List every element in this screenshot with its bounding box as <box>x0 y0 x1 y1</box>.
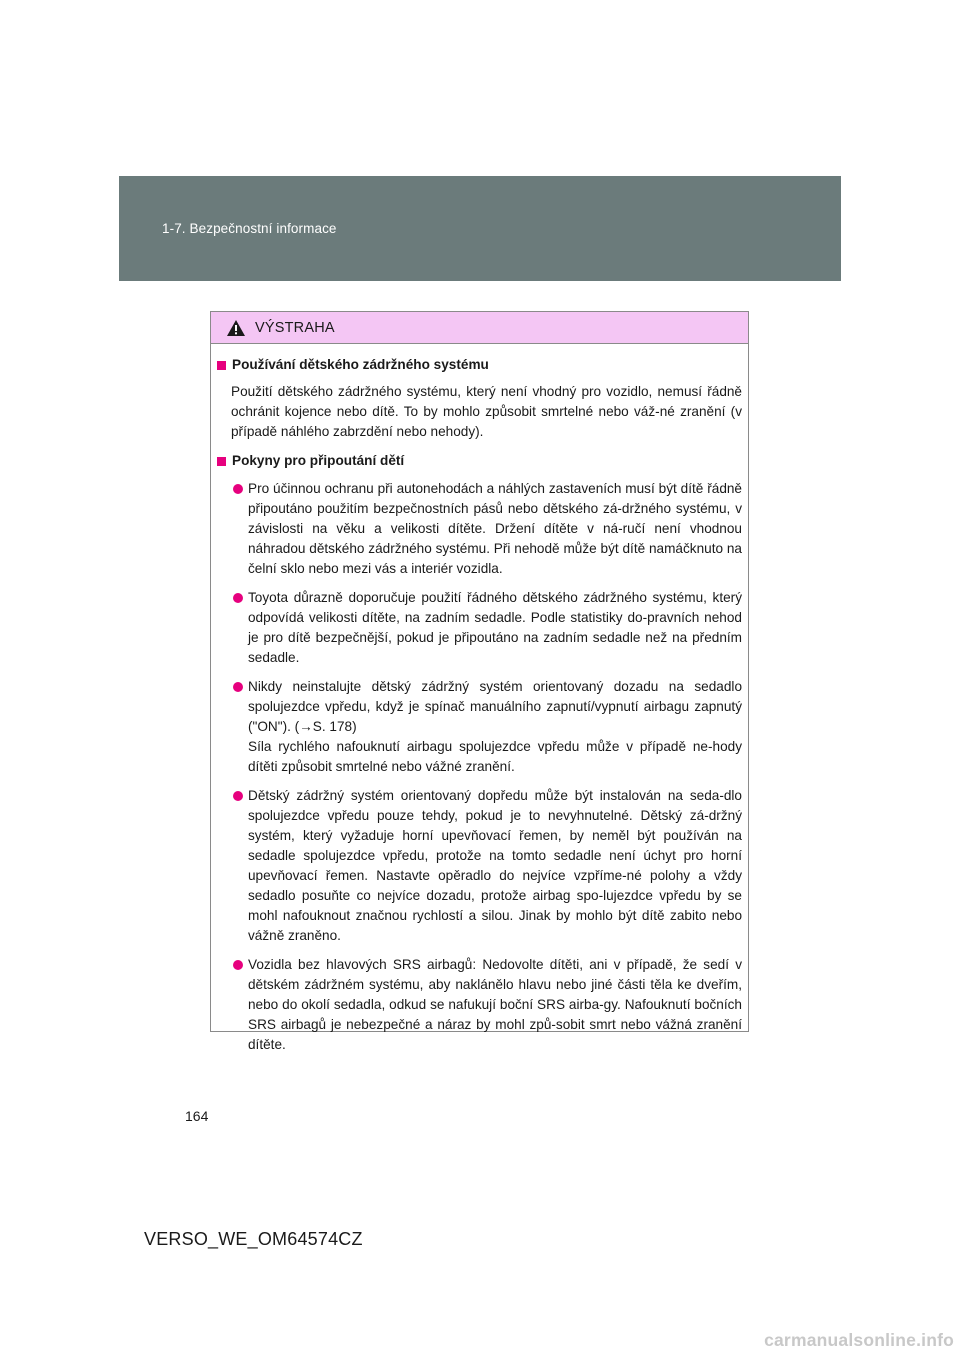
bullet-list <box>217 479 742 1055</box>
page-number: 164 <box>185 1108 209 1124</box>
warning-body <box>211 344 748 1055</box>
bullet-dot-icon <box>233 682 243 692</box>
section-heading <box>217 451 742 471</box>
warning-box <box>210 311 749 1052</box>
bullet-dot-icon <box>233 960 243 970</box>
square-bullet-icon <box>217 361 226 370</box>
bullet-dot-icon <box>233 484 243 494</box>
bullet-dot-icon <box>233 791 243 801</box>
bullet-item <box>217 955 742 1055</box>
warning-header <box>211 312 748 344</box>
chapter-title: 1-7. Bezpečnostní informace <box>162 221 337 236</box>
bullet-text: Vozidla bez hlavových SRS airbagů: Nedovolte dítěti, ani v případě, že sedí v dětském zádržném systému, aby naklánělo hlavu nebo jiné části těla ke dveřím, nebo do okolí sedadla, odkud se nafukují boční SRS airba-gy. Nafouknutí bočních SRS airbagů je nebezpečné a náraz by mohl způ-sobit smrt nebo vážná zranění dítěte. <box>248 957 742 1052</box>
bullet-text: Pro účinnou ochranu při autonehodách a náhlých zastaveních musí být dítě řádně připoutáno použitím bezpečnostních pásů nebo dětského zá-držného systému, v závislosti na věku a velikosti dítěte. Držení dítěte v ná-ručí není vhodnou náhradou dětského zádržného systému. Při nehodě může být dítě namáčknuto na čelní sklo nebo mezi vás a interiér vozidla. <box>248 481 742 576</box>
document-code: VERSO_WE_OM64574CZ <box>144 1229 363 1249</box>
bullet-text: Dětský zádržný systém orientovaný dopředu může být instalován na seda-dlo spolujezdce vpředu pouze tehdy, pokud je to nevyhnutelné. Dětský zá-držný systém, který vyžaduje horní upevňovací řemen, by neměl být používán na sedadle spolujezdce vpředu, protože na tomto sedadle není úchyt pro horní upevňovací řemen. Nastavte opěradlo do nejvíce vzpříme-né polohy a vždy sedadlo posuňte co nejvíce dozadu, protože airbag spo-lujezdce vpředu by se mohl nafouknout značnou rychlostí a silou. Jinak by mohlo být dítě zabito nebo vážně zraněno. <box>248 788 742 943</box>
section-heading-text: Pokyny pro připoutání dětí <box>232 453 405 468</box>
bullet-item <box>217 479 742 579</box>
section-heading <box>217 355 742 375</box>
bullet-text: Toyota důrazně doporučuje použití řádného dětského zádržného systému, který odpovídá velikosti dítěte, na zadním sedadle. Podle statistiky do-pravních nehod je pro dítě bezpečnější, pokud je připoutáno na zadním sedadle než na předním sedadle. <box>248 590 742 665</box>
watermark: carmanualsonline.info <box>764 1330 954 1350</box>
section-paragraph: Použití dětského zádržného systému, který není vhodný pro vozidlo, nemusí řádně ochránit kojence nebo dítě. To by mohlo způsobit smrtelné nebo váž-né zranění (v případě náhlého zabrzdění nebo nehody). <box>231 384 742 439</box>
warning-triangle-icon <box>226 319 246 337</box>
square-bullet-icon <box>217 457 226 466</box>
chapter-header <box>119 176 841 281</box>
bullet-item <box>217 677 742 777</box>
section-heading-text: Používání dětského zádržného systému <box>232 357 489 372</box>
bullet-text-continuation: Síla rychlého nafouknutí airbagu spolujezdce vpředu může v případě ne-hody dítěti způsobit smrtelné nebo vážné zranění. <box>248 739 742 774</box>
bullet-item <box>217 588 742 668</box>
bullet-text: Nikdy neinstalujte dětský zádržný systém orientovaný dozadu na sedadlo spolujezdce vpředu, když je spínač manuálního zapnutí/vypnutí airbagu zapnutý ("ON"). (→S. 178) <box>248 679 742 734</box>
warning-title: VÝSTRAHA <box>255 319 335 336</box>
bullet-item <box>217 786 742 946</box>
bullet-dot-icon <box>233 593 243 603</box>
